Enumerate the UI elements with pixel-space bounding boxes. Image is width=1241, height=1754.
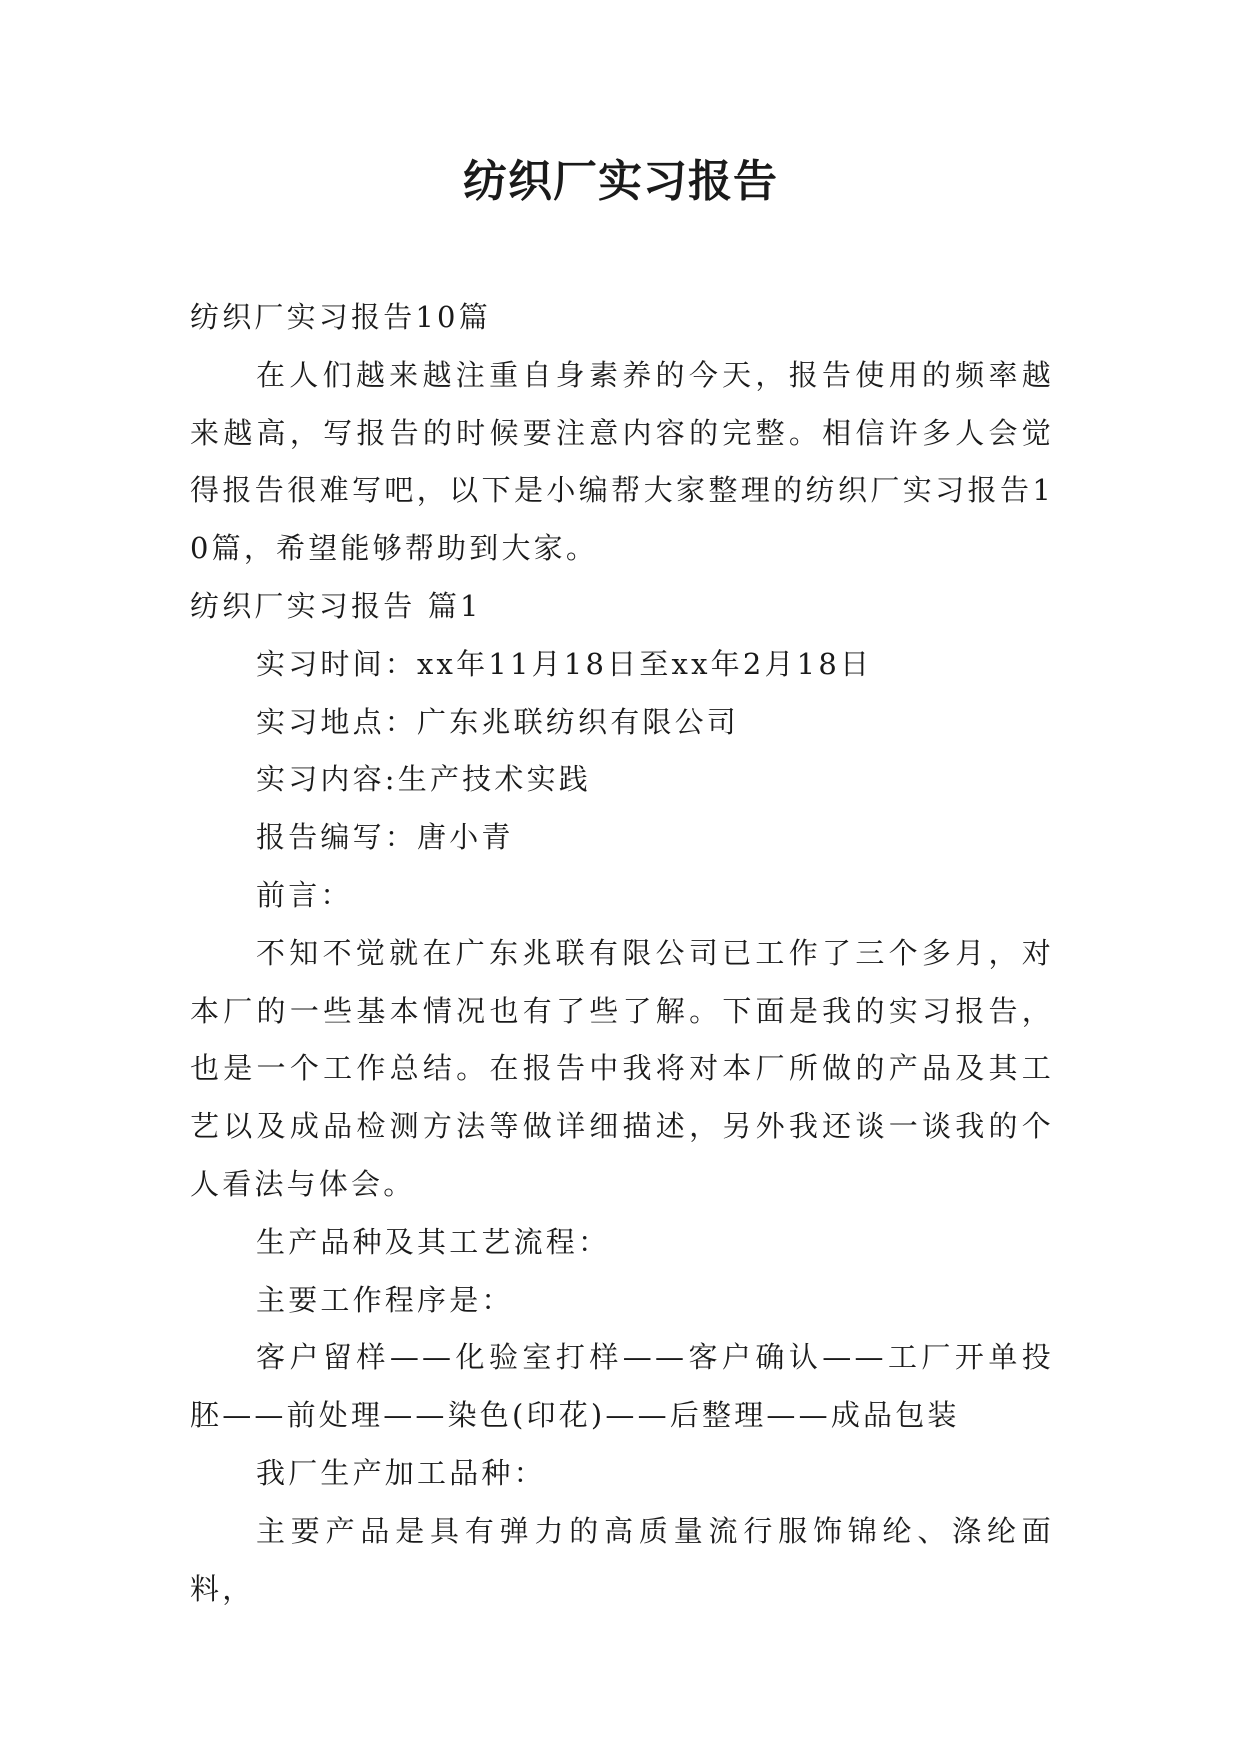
paragraph-procedure-flow: 客户留样——化验室打样——客户确认——工厂开单投胚——前处理——染色(印花)——后整理——成品包装	[190, 1340, 1054, 1433]
paragraph-internship-location: 实习地点：广东兆联纺织有限公司	[256, 704, 740, 739]
paragraph-varieties-heading: 我厂生产加工品种：	[256, 1455, 546, 1490]
paragraph-products-heading: 生产品种及其工艺流程：	[256, 1224, 611, 1259]
paragraph-subtitle: 纺织厂实习报告10篇	[190, 300, 491, 334]
paragraph-intro: 在人们越来越注重自身素养的今天，报告使用的频率越来越高，写报告的时候要注意内容的完整。相信许多人会觉得报告很难写吧，以下是小编帮大家整理的纺织厂实习报告10篇，希望能够帮助到大家。	[190, 357, 1054, 566]
paragraph-procedure-heading: 主要工作程序是：	[256, 1282, 514, 1317]
paragraph-internship-content: 实习内容:生产技术实践	[256, 762, 591, 797]
paragraph-preface-body: 不知不觉就在广东兆联有限公司已工作了三个多月，对本厂的一些基本情况也有了些了解。下面是我的实习报告，也是一个工作总结。在报告中我将对本厂所做的产品及其工艺以及成品检测方法等做详细描述，另外我还谈一谈我的个人看法与体会。	[190, 935, 1054, 1201]
document-body	[190, 289, 1054, 1618]
paragraph-main-products: 主要产品是具有弹力的高质量流行服饰锦纶、涤纶面料，	[190, 1513, 1054, 1606]
document-title: 纺织厂实习报告	[463, 156, 778, 207]
paragraph-section-heading: 纺织厂实习报告 篇1	[190, 588, 482, 623]
paragraph-report-author: 报告编写：唐小青	[256, 820, 514, 855]
paragraph-preface-heading: 前言：	[256, 877, 353, 912]
paragraph-internship-time: 实习时间：xx年11月18日至xx年2月18日	[256, 646, 873, 681]
